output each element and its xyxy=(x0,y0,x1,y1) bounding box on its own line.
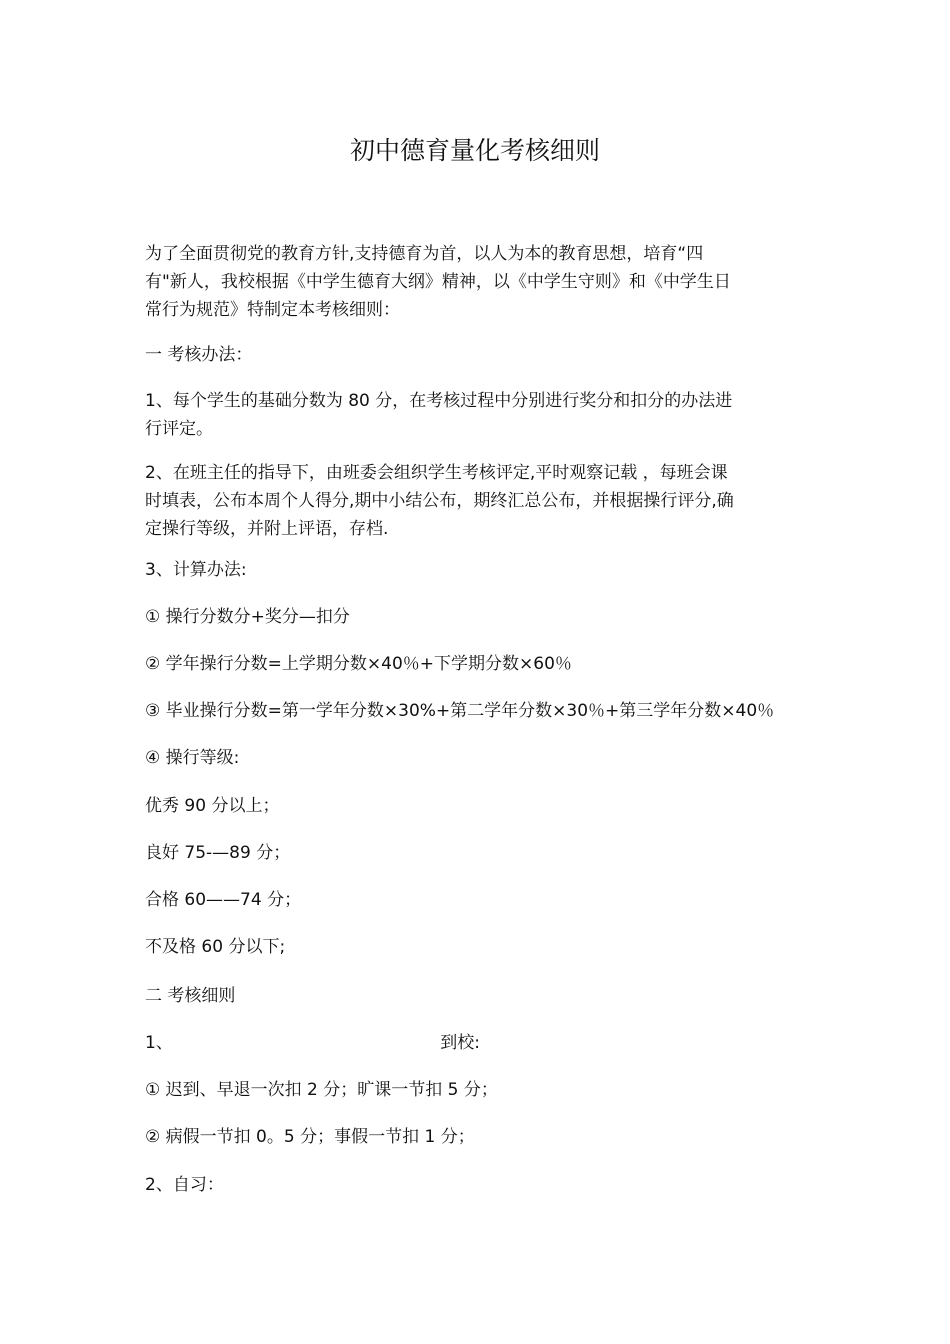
formula-1: ① 操行分数分+奖分—扣分 xyxy=(145,607,350,627)
detail1-rule-b: ② 病假一节扣 0。5 分；事假一节扣 1 分； xyxy=(145,1127,475,1147)
intro-line: 常行为规范》特制定本考核细则： xyxy=(145,300,400,320)
grade-fail: 不及格 60 分以下; xyxy=(145,937,286,957)
grade-good: 良好 75-—89 分； xyxy=(145,843,291,863)
section2-heading: 二 考核细则 xyxy=(145,986,236,1006)
formula-2: ② 学年操行分数=上学期分数×40％+下学期分数×60％ xyxy=(145,654,572,674)
item3-heading: 3、计算办法: xyxy=(145,560,247,580)
section1-heading: 一 考核办法： xyxy=(145,345,253,365)
detail2-heading: 2、自习： xyxy=(145,1175,224,1195)
item1-line: 1、每个学生的基础分数为 80 分，在考核过程中分别进行奖分和扣分的办法进 xyxy=(145,391,733,411)
item2-line: 时填表，公布本周个人得分,期中小结公布，期终汇总公布，并根据操行评分,确 xyxy=(145,491,734,511)
item1-paragraph xyxy=(145,387,810,443)
formula-4: ④ 操行等级: xyxy=(145,748,240,768)
document-title: 初中德育量化考核细则 xyxy=(349,136,600,165)
item2-paragraph xyxy=(145,459,810,543)
item2-line: 定操行等级，并附上评语，存档. xyxy=(145,519,389,539)
intro-line: 有"新人，我校根据《中学生德育大纲》精神，以《中学生守则》和《中学生日 xyxy=(145,272,731,292)
intro-paragraph xyxy=(145,240,810,324)
grade-excellent: 优秀 90 分以上； xyxy=(145,796,280,816)
detail1-rule-a: ① 迟到、早退一次扣 2 分；旷课一节扣 5 分； xyxy=(145,1080,498,1100)
grade-pass: 合格 60——74 分； xyxy=(145,890,302,910)
detail1-row xyxy=(145,1029,480,1057)
item1-line: 行评定。 xyxy=(145,419,213,439)
item2-line: 2、在班主任的指导下，由班委会组织学生考核评定,平时观察记载 ，每班会课 xyxy=(145,463,728,483)
detail1-number: 1、 xyxy=(145,1033,173,1053)
intro-line: 为了全面贯彻党的教育方针,支持德育为首，以人为本的教育思想，培育“四 xyxy=(145,244,704,264)
detail1-label: 到校: xyxy=(440,1033,480,1053)
formula-3: ③ 毕业操行分数=第一学年分数×30%+第二学年分数×30％+第三学年分数×40％ xyxy=(145,701,775,721)
